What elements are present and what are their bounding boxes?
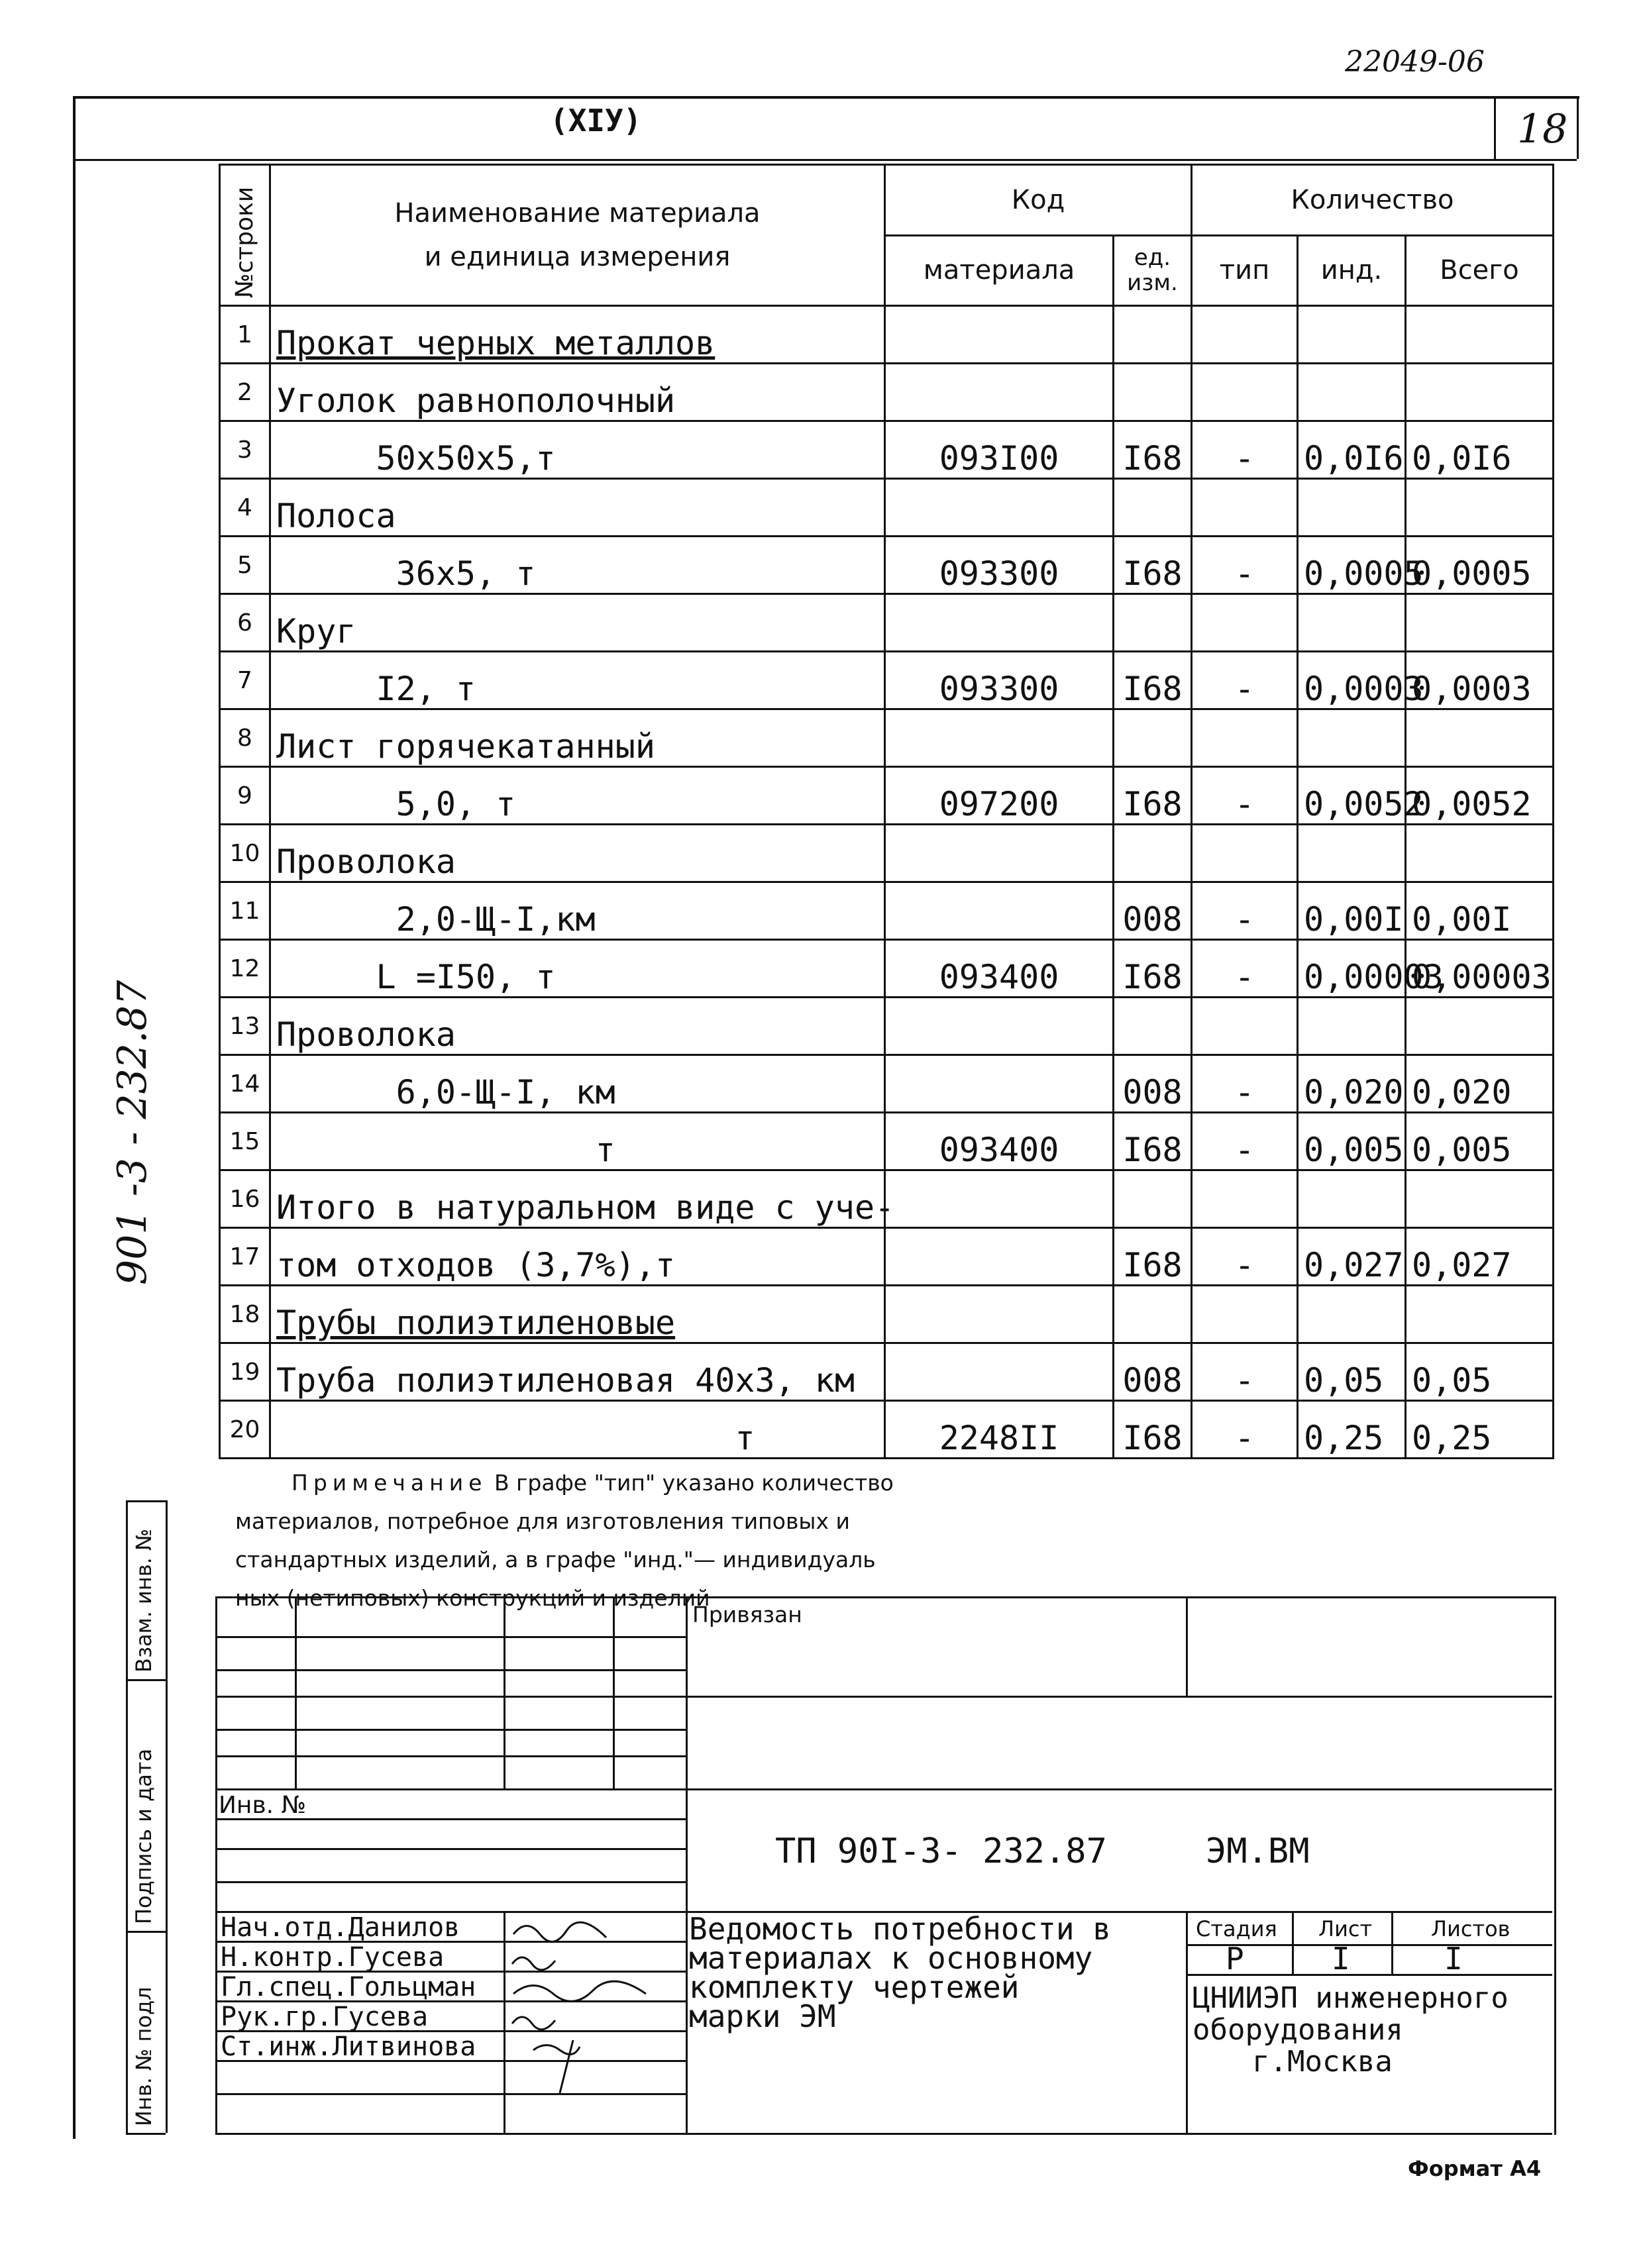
- qty-total: 0,020: [1406, 1055, 1554, 1113]
- grid-h8: [215, 1848, 686, 1850]
- qty-type: [1192, 1170, 1298, 1228]
- table-row: [220, 882, 1554, 940]
- material-name: том отходов (3,7%),т: [270, 1228, 885, 1286]
- qty-ind: 0,0005: [1298, 537, 1406, 594]
- table-row: [220, 1170, 1554, 1228]
- sheet-value: I: [1332, 1941, 1350, 1977]
- qty-ind: 0,05: [1298, 1343, 1406, 1401]
- unit-code: [1114, 594, 1192, 652]
- grid-h2: [215, 1669, 686, 1671]
- qty-total: [1406, 1170, 1554, 1228]
- drawing-mark: ЭМ.ВМ: [1206, 1831, 1310, 1871]
- qty-type: [1192, 709, 1298, 767]
- table-row: [220, 825, 1554, 882]
- qty-type: [1192, 306, 1298, 364]
- table-row: [220, 767, 1554, 825]
- qty-type: [1192, 479, 1298, 537]
- paper-format: Формат А4: [1408, 2156, 1542, 2181]
- table-row: [220, 709, 1554, 767]
- signature-roles: [221, 1913, 476, 2062]
- row-number: 1: [220, 306, 270, 364]
- material-code: 093400: [885, 940, 1114, 998]
- qty-type: -: [1192, 652, 1298, 709]
- sheets-label: Листов: [1431, 1916, 1510, 1941]
- qty-type: -: [1192, 537, 1298, 594]
- header-qty-total: Всего: [1406, 235, 1554, 306]
- row-number: 10: [220, 825, 270, 882]
- qty-ind: 0,020: [1298, 1055, 1406, 1113]
- qty-ind: [1298, 1170, 1406, 1228]
- unit-code: [1114, 364, 1192, 421]
- row-number: 7: [220, 652, 270, 709]
- sheets-value: I: [1444, 1941, 1463, 1977]
- stage-value: Р: [1226, 1941, 1244, 1977]
- material-code: [885, 825, 1114, 882]
- side-label-vzam: Взам. инв. №: [131, 1528, 156, 1673]
- role-5: Ст.инж.Литвинова: [221, 2032, 476, 2062]
- header-qty-type: тип: [1192, 235, 1298, 306]
- qty-type: -: [1192, 767, 1298, 825]
- row-number: 18: [220, 1286, 270, 1343]
- unit-code: I68: [1114, 1401, 1192, 1459]
- qty-total: [1406, 594, 1554, 652]
- header-code-material: материала: [885, 235, 1114, 306]
- material-name: Прокат черных металлов: [270, 306, 885, 364]
- header-code-unit: ед. изм.: [1114, 235, 1192, 306]
- material-name: т: [270, 1113, 885, 1170]
- row-number: 6: [220, 594, 270, 652]
- grid-h9: [215, 1881, 686, 1883]
- unit-code: [1114, 1286, 1192, 1343]
- unit-code: 008: [1114, 1343, 1192, 1401]
- material-code: [885, 1170, 1114, 1228]
- material-name: Труба полиэтиленовая 40х3, км: [270, 1343, 885, 1401]
- qty-ind: [1298, 1286, 1406, 1343]
- unit-code: [1114, 479, 1192, 537]
- side-designation: 901 -3 - 232.87: [109, 980, 156, 1285]
- qty-type: -: [1192, 1113, 1298, 1170]
- material-code: [885, 1228, 1114, 1286]
- materials-table: [219, 164, 1554, 1459]
- qty-total: [1406, 709, 1554, 767]
- grid-v2: [504, 1596, 505, 1788]
- stage-label: Стадия: [1196, 1916, 1277, 1941]
- grid-h4: [215, 1729, 686, 1731]
- material-name: L =I50, т: [270, 940, 885, 998]
- table-row: [220, 594, 1554, 652]
- table-row: [220, 537, 1554, 594]
- qty-ind: 0,00I: [1298, 882, 1406, 940]
- unit-code: 008: [1114, 882, 1192, 940]
- unit-code: [1114, 709, 1192, 767]
- qty-type: -: [1192, 1401, 1298, 1459]
- unit-code: I68: [1114, 421, 1192, 479]
- unit-code: I68: [1114, 1113, 1192, 1170]
- grid-v1: [295, 1596, 297, 1788]
- material-name: Лист горячекатанный: [270, 709, 885, 767]
- table-row: [220, 1228, 1554, 1286]
- material-name: Итого в натуральном виде с уче-: [270, 1170, 885, 1228]
- qty-ind: 0,0003: [1298, 652, 1406, 709]
- material-code: [885, 364, 1114, 421]
- unit-code: I68: [1114, 767, 1192, 825]
- qty-type: -: [1192, 1228, 1298, 1286]
- material-name: 6,0-Щ-I, км: [270, 1055, 885, 1113]
- row-number: 9: [220, 767, 270, 825]
- sheet-number: 18: [1517, 106, 1568, 152]
- qty-ind: [1298, 709, 1406, 767]
- frame-right-top: [1577, 96, 1579, 159]
- material-name: Круг: [270, 594, 885, 652]
- table-row: [220, 998, 1554, 1055]
- qty-ind: 0,25: [1298, 1401, 1406, 1459]
- material-code: [885, 479, 1114, 537]
- side-label-podpis: Подпись и дата: [131, 1748, 156, 1924]
- grid-h1: [215, 1636, 686, 1638]
- material-code: 093300: [885, 652, 1114, 709]
- material-code: [885, 998, 1114, 1055]
- unit-code: [1114, 998, 1192, 1055]
- row-number: 8: [220, 709, 270, 767]
- material-code: 093I00: [885, 421, 1114, 479]
- side-label-inv-podl: Инв. № подл: [131, 1986, 156, 2126]
- qty-total: 0,005: [1406, 1113, 1554, 1170]
- table-row: [220, 306, 1554, 364]
- material-name: т: [270, 1401, 885, 1459]
- qty-type: -: [1192, 421, 1298, 479]
- side-rule-2: [126, 1679, 166, 1681]
- qty-total: 0,0005: [1406, 537, 1554, 594]
- qty-type: [1192, 594, 1298, 652]
- table-row: [220, 421, 1554, 479]
- material-name: 50х50х5,т: [270, 421, 885, 479]
- qty-ind: [1298, 306, 1406, 364]
- material-name: Проволока: [270, 998, 885, 1055]
- material-name: Полоса: [270, 479, 885, 537]
- qty-ind: 0,0052: [1298, 767, 1406, 825]
- inv-no-label: Инв. №: [219, 1792, 307, 1819]
- material-name: Проволока: [270, 825, 885, 882]
- grid-h5: [215, 1755, 686, 1757]
- material-code: [885, 1343, 1114, 1401]
- role-2: Н.контр.Гусева: [221, 1942, 445, 1973]
- table-row: [220, 1055, 1554, 1113]
- stage-v2: [1391, 1911, 1393, 1974]
- qty-ind: [1298, 594, 1406, 652]
- privyazan-label: Привязан: [692, 1602, 802, 1627]
- unit-code: [1114, 825, 1192, 882]
- header-quantity: Количество: [1192, 165, 1554, 236]
- unit-code: [1114, 306, 1192, 364]
- table-row: [220, 940, 1554, 998]
- qty-total: 0,25: [1406, 1401, 1554, 1459]
- table-row: [220, 1286, 1554, 1343]
- material-code: [885, 882, 1114, 940]
- document-title: Ведомость потребности в материалах к основному комплекту чертежей марки ЭМ: [689, 1911, 1111, 2034]
- table-row: [220, 364, 1554, 421]
- qty-type: -: [1192, 940, 1298, 998]
- qty-total: 0,0003: [1406, 652, 1554, 709]
- qty-ind: [1298, 998, 1406, 1055]
- role-4: Рук.гр.Гусева: [221, 2002, 429, 2032]
- qty-type: -: [1192, 1055, 1298, 1113]
- row-number: 17: [220, 1228, 270, 1286]
- table-row: [220, 1113, 1554, 1170]
- qty-total: 0,027: [1406, 1228, 1554, 1286]
- unit-code: [1114, 1170, 1192, 1228]
- grid-v3: [613, 1596, 615, 1788]
- project-code: ТП 90I-3- 232.87: [775, 1831, 1107, 1871]
- qty-ind: 0,0I6: [1298, 421, 1406, 479]
- role-1: Нач.отд.Данилов: [221, 1912, 460, 1943]
- table-row: [220, 1401, 1554, 1459]
- row-number: 12: [220, 940, 270, 998]
- material-name: 36х5, т: [270, 537, 885, 594]
- row-number: 19: [220, 1343, 270, 1401]
- side-column-left: [126, 1500, 128, 2133]
- qty-type: [1192, 1286, 1298, 1343]
- qty-total: [1406, 825, 1554, 882]
- grid-v6: [504, 1911, 505, 2133]
- side-column-right: [166, 1500, 168, 2133]
- qty-total: 0,00003: [1406, 940, 1554, 998]
- grid-v5: [1186, 1596, 1188, 1696]
- unit-code: I68: [1114, 537, 1192, 594]
- document-number: 22049-06: [1345, 45, 1485, 79]
- qty-total: [1406, 364, 1554, 421]
- qty-type: [1192, 825, 1298, 882]
- qty-type: [1192, 364, 1298, 421]
- material-name: I2, т: [270, 652, 885, 709]
- qty-total: 0,00I: [1406, 882, 1554, 940]
- table-row: [220, 652, 1554, 709]
- qty-ind: [1298, 364, 1406, 421]
- grid-h6: [215, 1788, 1552, 1790]
- row-number: 14: [220, 1055, 270, 1113]
- qty-ind: [1298, 479, 1406, 537]
- header-rule: [73, 159, 1577, 161]
- qty-type: -: [1192, 882, 1298, 940]
- qty-ind: 0,00003: [1298, 940, 1406, 998]
- material-name: Трубы полиэтиленовые: [270, 1286, 885, 1343]
- unit-code: I68: [1114, 1228, 1192, 1286]
- role-3: Гл.спец.Гольцман: [221, 1972, 476, 2002]
- unit-code: I68: [1114, 652, 1192, 709]
- row-number: 3: [220, 421, 270, 479]
- qty-ind: 0,027: [1298, 1228, 1406, 1286]
- row-number: 13: [220, 998, 270, 1055]
- row-number: 16: [220, 1170, 270, 1228]
- material-code: 093400: [885, 1113, 1114, 1170]
- material-name: Уголок равнополочный: [270, 364, 885, 421]
- header-row-no: №строки: [220, 165, 270, 306]
- material-code: [885, 709, 1114, 767]
- material-code: [885, 306, 1114, 364]
- qty-total: [1406, 479, 1554, 537]
- material-code: 093300: [885, 537, 1114, 594]
- stage-v1: [1292, 1911, 1294, 1974]
- signatures: [507, 1914, 692, 2113]
- row-number: 2: [220, 364, 270, 421]
- side-rule-1: [126, 1500, 166, 1502]
- header-name: Наименование материала и единица измерения: [270, 165, 885, 306]
- row-number: 4: [220, 479, 270, 537]
- table-row: [220, 479, 1554, 537]
- unit-code: I68: [1114, 940, 1192, 998]
- qty-total: [1406, 998, 1554, 1055]
- table-row: [220, 1343, 1554, 1401]
- qty-type: -: [1192, 1343, 1298, 1401]
- header-code: Код: [885, 165, 1192, 236]
- qty-total: [1406, 306, 1554, 364]
- qty-ind: 0,005: [1298, 1113, 1406, 1170]
- organization: ЦНИИЭП инженерного оборудования г.Москва: [1192, 1981, 1509, 2079]
- material-code: 2248II: [885, 1401, 1114, 1459]
- row-number: 20: [220, 1401, 270, 1459]
- qty-total: [1406, 1286, 1554, 1343]
- header-qty-ind: инд.: [1298, 235, 1406, 306]
- qty-total: 0,0052: [1406, 767, 1554, 825]
- row-number: 15: [220, 1113, 270, 1170]
- unit-code: 008: [1114, 1055, 1192, 1113]
- sheet-number-divider: [1494, 96, 1496, 159]
- material-name: 2,0-Щ-I,км: [270, 882, 885, 940]
- material-code: [885, 1055, 1114, 1113]
- qty-total: 0,05: [1406, 1343, 1554, 1401]
- side-rule-4: [126, 2133, 166, 2135]
- qty-total: 0,0I6: [1406, 421, 1554, 479]
- title-block-bottom: [215, 2133, 1552, 2135]
- material-code: [885, 1286, 1114, 1343]
- grid-h3: [215, 1696, 1552, 1698]
- note: Примечание В графе "тип" указано количество материалов, потребное для изготовления типовых и стандартных изделий, а в графе "инд."— индивидуаль ных (нетиповых) конструкций и изделий: [235, 1470, 894, 1611]
- row-number: 11: [220, 882, 270, 940]
- qty-ind: [1298, 825, 1406, 882]
- material-name: 5,0, т: [270, 767, 885, 825]
- section-title: (XIУ): [550, 103, 642, 138]
- qty-type: [1192, 998, 1298, 1055]
- material-code: [885, 594, 1114, 652]
- material-code: 097200: [885, 767, 1114, 825]
- row-number: 5: [220, 537, 270, 594]
- side-rule-3: [126, 1931, 166, 1933]
- sheet-label: Лист: [1318, 1916, 1373, 1941]
